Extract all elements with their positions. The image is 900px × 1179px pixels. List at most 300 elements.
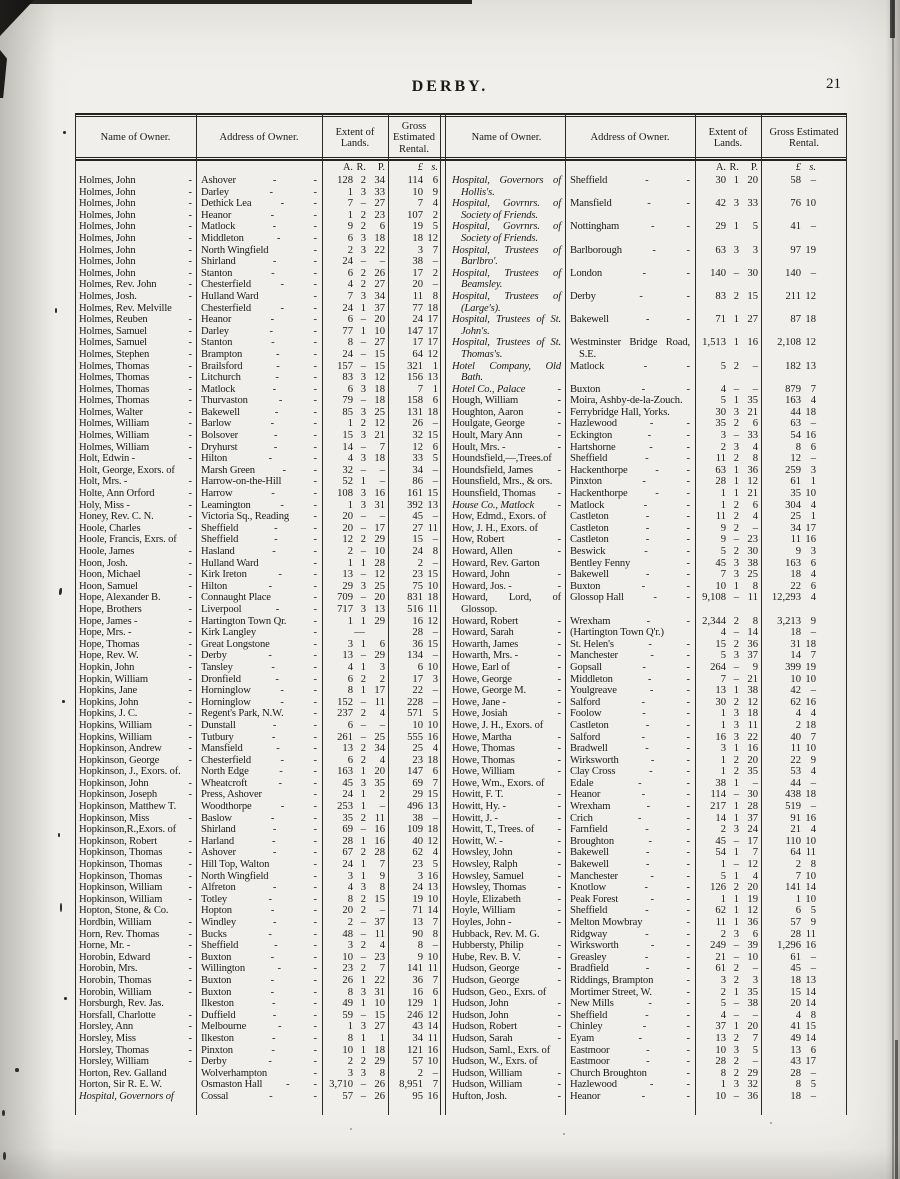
- owner-name-cell: [75, 952, 196, 964]
- leader-dash: -: [188, 928, 192, 940]
- gross-rental-cell: [761, 650, 847, 662]
- unit-perches: P.: [377, 162, 385, 173]
- extent-acres: 71: [715, 314, 726, 326]
- owner-address-cell: [196, 279, 322, 291]
- owner-address-cell: [565, 639, 695, 651]
- leader-dash: -: [313, 464, 317, 476]
- owner-address: Youlgreave: [570, 685, 617, 697]
- owner-name-cell: [448, 639, 565, 651]
- extent-of-lands-cell: [322, 511, 388, 523]
- owner-name: Hospital, Governors of Hollis's.: [452, 175, 561, 198]
- gross-rental-cell: [761, 569, 847, 581]
- leader-dash: -: [188, 882, 192, 894]
- rental-shillings: 8: [432, 290, 438, 302]
- rental-pounds: 18: [790, 1090, 801, 1102]
- extent-perches: 20: [374, 766, 385, 778]
- rental-shillings: 17: [805, 1056, 816, 1068]
- leader-dash: -: [188, 592, 192, 604]
- rental-pounds: 17: [412, 673, 423, 685]
- extent-roods: –: [360, 1009, 366, 1021]
- extent-perches: 18: [747, 708, 758, 720]
- gross-rental-cell: [761, 511, 847, 523]
- owner-address-cell: [565, 627, 695, 639]
- rental-pounds: 516: [407, 603, 423, 615]
- gross-rental-cell: [388, 662, 440, 674]
- extent-perches: 11: [374, 812, 385, 824]
- owner-name-cell: [448, 1079, 565, 1091]
- leader-dash: -: [188, 314, 192, 326]
- extent-acres: 24: [342, 789, 353, 801]
- rental-shillings: 4: [810, 824, 816, 836]
- leader-dash: -: [278, 395, 283, 407]
- extent-of-lands-cell: [695, 291, 761, 314]
- leader-dash: -: [188, 615, 192, 627]
- owner-name-cell: [75, 233, 196, 245]
- leader-dash: -: [313, 905, 317, 917]
- owner-address-cell: [196, 418, 322, 430]
- extent-acres: 59: [342, 1009, 353, 1021]
- extent-perches: 20: [747, 1021, 758, 1033]
- extent-acres: 30: [715, 175, 726, 186]
- owner-address: Dronfield: [201, 673, 241, 685]
- extent-perches: 26: [374, 1079, 385, 1091]
- leader-dash: -: [188, 685, 192, 697]
- owner-name: How, Robert: [452, 534, 505, 546]
- table-row: [448, 894, 847, 906]
- owner-address-cell: [196, 905, 322, 917]
- leader-dash: -: [280, 685, 284, 697]
- table-row: [75, 361, 440, 373]
- leader-dash: -: [188, 974, 192, 986]
- extent-perches: 18: [374, 383, 385, 395]
- extent-acres: 10: [342, 951, 353, 963]
- rental-pounds: 4: [795, 1009, 801, 1021]
- owner-name-cell: [75, 268, 196, 280]
- owner-name: Howarth, James: [452, 638, 519, 650]
- owner-name: Howsley, John: [452, 847, 513, 859]
- owner-name-cell: [75, 720, 196, 732]
- extent-perches: –: [379, 464, 385, 476]
- owner-name: Howe, George: [452, 673, 512, 685]
- leader-dash: -: [641, 580, 646, 592]
- table-row: [448, 824, 847, 836]
- owner-name: Hopkinson, Robert: [79, 835, 158, 847]
- owner-name: Hope, Brothers: [79, 603, 142, 615]
- extent-of-lands-cell: [322, 1045, 388, 1057]
- owner-address-cell: [196, 291, 322, 303]
- owner-name-cell: [75, 349, 196, 361]
- table-row: [75, 905, 440, 917]
- rental-shillings: 10: [427, 951, 438, 963]
- owner-address: Wirksworth: [570, 940, 619, 952]
- leader-dash: -: [646, 801, 651, 813]
- owner-name-cell: [448, 534, 565, 546]
- table-row: [448, 534, 847, 546]
- leader-dash: -: [686, 673, 690, 685]
- owner-address-cell: [196, 836, 322, 848]
- owner-address: Melbourne: [201, 1021, 247, 1033]
- extent-roods: –: [360, 441, 366, 453]
- rental-pounds: 161: [407, 488, 423, 500]
- extent-roods: –: [360, 569, 366, 581]
- extent-acres: 20: [342, 905, 353, 917]
- table-row: [75, 871, 440, 883]
- extent-of-lands-cell: [322, 650, 388, 662]
- owner-address: Harland: [201, 835, 235, 847]
- extent-acres: 163: [337, 766, 353, 778]
- table-row: [75, 1045, 440, 1057]
- leader-dash: -: [686, 198, 690, 210]
- extent-of-lands-cell: [695, 975, 761, 987]
- rental-shillings: 14: [427, 1021, 438, 1033]
- extent-acres: 108: [337, 488, 353, 500]
- leader-dash: -: [276, 348, 280, 360]
- leader-dash: -: [557, 534, 561, 546]
- owner-address-cell: [196, 465, 322, 477]
- extent-perches: –: [379, 905, 385, 917]
- table-row: [75, 929, 440, 941]
- rental-shillings: 10: [805, 835, 816, 847]
- owner-name: Howard, Lord, of Glossop.: [452, 592, 561, 615]
- scan-speck: [58, 833, 60, 837]
- leader-dash: -: [270, 418, 275, 430]
- table-row: [75, 500, 440, 512]
- extent-perches: 22: [747, 731, 758, 743]
- leader-dash: -: [649, 418, 654, 430]
- rental-shillings: 7: [810, 650, 816, 662]
- extent-roods: –: [360, 360, 366, 372]
- extent-of-lands-cell: [695, 917, 761, 929]
- owner-name: Hopkins, Jane: [79, 685, 138, 697]
- rental-pounds: 18: [790, 569, 801, 581]
- owner-name-cell: [75, 430, 196, 442]
- gross-rental-cell: [388, 500, 440, 512]
- rental-shillings: 18: [427, 592, 438, 604]
- owner-name: Horobin, Thomas: [79, 974, 152, 986]
- gross-rental-cell: [761, 523, 847, 535]
- leader-dash: -: [649, 1079, 654, 1091]
- leader-dash: -: [282, 464, 286, 476]
- owner-name: Howsley, Thomas: [452, 882, 526, 894]
- rental-pounds: 7: [417, 198, 423, 210]
- owner-address: Broughton: [570, 835, 614, 847]
- owner-name: Hoult, Mrs. -: [452, 441, 506, 453]
- scan-artifact-right-line: [892, 0, 894, 1179]
- leader-dash: -: [652, 244, 656, 256]
- extent-roods: 3: [733, 731, 739, 743]
- extent-acres: 128: [337, 175, 353, 186]
- owner-address: Duffield: [201, 1009, 236, 1021]
- owner-address: Clay Cross: [570, 766, 616, 778]
- extent-roods: –: [733, 1009, 739, 1021]
- owner-address-cell: [565, 778, 695, 790]
- owner-name: Horobin, William: [79, 986, 152, 998]
- leader-dash: -: [188, 406, 192, 418]
- leader-dash: -: [272, 882, 277, 894]
- rental-shillings: –: [432, 557, 438, 569]
- owner-address: Middleton: [570, 673, 613, 685]
- table-row: [75, 569, 440, 581]
- rental-shillings: 9: [810, 615, 816, 627]
- leader-dash: -: [686, 801, 690, 813]
- owner-name-cell: [75, 940, 196, 952]
- leader-dash: -: [274, 940, 278, 952]
- leader-dash: -: [686, 812, 690, 824]
- owner-address: Osmaston Hall: [201, 1079, 263, 1091]
- rental-pounds: 9: [795, 546, 801, 557]
- rental-shillings: 12: [805, 290, 816, 302]
- extent-acres: 217: [710, 801, 726, 813]
- table-row: [448, 314, 847, 337]
- rental-pounds: 42: [790, 685, 801, 697]
- table-row: [75, 639, 440, 651]
- extent-perches: 6: [752, 418, 758, 430]
- extent-roods: 1: [733, 893, 739, 905]
- owner-address-cell: [196, 361, 322, 373]
- owner-name-cell: [75, 998, 196, 1010]
- extent-of-lands-cell: [322, 187, 388, 199]
- extent-acres: 237: [337, 708, 353, 720]
- extent-perches: 8: [752, 615, 758, 627]
- extent-perches: 20: [374, 592, 385, 604]
- gross-rental-cell: [388, 488, 440, 500]
- rental-shillings: 6: [810, 557, 816, 569]
- extent-of-lands-cell: [695, 430, 761, 442]
- rental-shillings: 8: [810, 859, 816, 871]
- extent-roods: –: [360, 1090, 366, 1102]
- extent-roods: 1: [360, 661, 366, 673]
- rental-shillings: –: [810, 453, 816, 465]
- leader-dash: -: [188, 870, 192, 882]
- rental-shillings: 7: [432, 1079, 438, 1091]
- owner-address-cell: [565, 859, 695, 871]
- extent-acres: 1: [720, 488, 726, 500]
- extent-roods: –: [733, 673, 739, 685]
- owner-address-cell: [565, 476, 695, 488]
- leader-dash: -: [645, 569, 650, 581]
- extent-of-lands-cell: [322, 581, 388, 593]
- owner-name-cell: [448, 801, 565, 813]
- rental-pounds: 22: [412, 685, 423, 697]
- gross-rental-cell: [388, 813, 440, 825]
- leader-dash: -: [271, 337, 275, 349]
- leader-dash: -: [188, 638, 192, 650]
- leader-dash: -: [313, 360, 317, 372]
- gross-rental-cell: [388, 859, 440, 871]
- owner-name: Horsley, Thomas: [79, 1044, 149, 1056]
- rental-shillings: 11: [427, 963, 438, 975]
- owner-name: Hoole, Francis, Exrs. of: [79, 534, 177, 546]
- owner-address: Sheffield: [201, 534, 239, 546]
- table-row: [75, 963, 440, 975]
- table-row: [448, 650, 847, 662]
- table-row: [75, 952, 440, 964]
- extent-perches: 11: [374, 696, 385, 708]
- leader-dash: -: [313, 986, 317, 998]
- extent-acres: 3: [347, 940, 353, 952]
- owner-name-cell: [75, 187, 196, 199]
- scan-artifact-corner: [0, 0, 34, 36]
- owner-name: Hotel Co., Palace: [452, 383, 526, 395]
- rental-pounds: 23: [412, 569, 423, 581]
- gross-rental-cell: [388, 465, 440, 477]
- rental-pounds: 24: [412, 882, 423, 894]
- table-row: [448, 859, 847, 871]
- gross-rental-cell: [761, 882, 847, 894]
- owner-name: Holmes, Josh.: [79, 290, 137, 302]
- gross-rental-cell: [761, 743, 847, 755]
- leader-dash: -: [686, 383, 690, 395]
- gross-rental-cell: [761, 766, 847, 778]
- land-owners-table: [75, 113, 847, 1123]
- leader-dash: -: [686, 175, 690, 186]
- extent-acres: 7: [720, 569, 726, 581]
- extent-roods: –: [733, 534, 739, 546]
- extent-perches: –: [752, 777, 758, 789]
- extent-perches: 34: [374, 290, 385, 302]
- table-row: [448, 639, 847, 651]
- owner-address: Pinxton: [201, 1044, 233, 1056]
- leader-dash: -: [686, 360, 690, 372]
- owner-name-cell: [75, 372, 196, 384]
- table-row: [75, 221, 440, 233]
- owner-address-cell: [196, 639, 322, 651]
- owner-name: House Co., Matlock: [452, 499, 535, 511]
- extent-perches: 11: [747, 592, 758, 604]
- extent-perches: 25: [374, 731, 385, 743]
- owner-address: Marsh Green: [201, 464, 255, 476]
- owner-address: Bakewell: [570, 569, 609, 581]
- extent-acres: 4: [720, 383, 726, 395]
- table-row: [75, 1068, 440, 1080]
- owner-name-cell: [448, 963, 565, 975]
- owner-address-cell: [565, 395, 695, 407]
- rental-shillings: –: [432, 418, 438, 430]
- owner-address-cell: [196, 998, 322, 1010]
- owner-name: Howe, Wm., Exors. of: [452, 777, 545, 789]
- extent-of-lands-cell: [695, 581, 761, 593]
- extent-of-lands-cell: [322, 871, 388, 883]
- extent-perches: [366, 627, 385, 639]
- leader-dash: -: [686, 1009, 690, 1021]
- gross-rental-cell: [388, 349, 440, 361]
- rental-pounds: 158: [407, 395, 423, 407]
- extent-of-lands-cell: [695, 1091, 761, 1103]
- extent-acres: 28: [342, 835, 353, 847]
- owner-address-cell: [565, 523, 695, 535]
- gross-rental-cell: [761, 268, 847, 291]
- table-row: [448, 384, 847, 396]
- leader-dash: -: [313, 673, 317, 685]
- owner-address-cell: [565, 929, 695, 941]
- table-row: [75, 337, 440, 349]
- extent-roods: 1: [360, 766, 366, 778]
- extent-perches: 34: [374, 743, 385, 755]
- rental-pounds: 10: [790, 673, 801, 685]
- extent-of-lands-cell: [695, 1056, 761, 1068]
- leader-dash: -: [188, 186, 192, 198]
- leader-dash: -: [642, 476, 646, 488]
- table-body-left: [75, 175, 440, 1103]
- extent-perches: 26: [374, 1090, 385, 1102]
- rental-pounds: 24: [412, 546, 423, 557]
- leader-dash: -: [557, 441, 561, 453]
- extent-roods: –: [360, 546, 366, 557]
- leader-dash: -: [557, 963, 561, 975]
- owner-name-cell: [448, 198, 565, 221]
- extent-roods: 2: [733, 696, 739, 708]
- owner-name: Hopkinson, Andrew: [79, 743, 162, 755]
- owner-name-cell: [75, 245, 196, 257]
- extent-perches: 20: [747, 882, 758, 894]
- extent-acres: 57: [342, 1090, 353, 1102]
- leader-dash: -: [645, 719, 650, 731]
- rental-pounds: 1,296: [777, 940, 801, 952]
- table-row: [75, 917, 440, 929]
- table-row: [448, 546, 847, 558]
- owner-address: Bakewell: [570, 859, 609, 871]
- rental-shillings: 13: [427, 882, 438, 894]
- owner-address-cell: [196, 847, 322, 859]
- rental-pounds: 16: [412, 986, 423, 998]
- rental-pounds: 62: [790, 696, 801, 708]
- leader-dash: -: [188, 627, 192, 639]
- extent-of-lands-cell: [322, 813, 388, 825]
- extent-of-lands-cell: [695, 407, 761, 419]
- leader-dash: -: [313, 534, 317, 546]
- gross-rental-cell: [761, 430, 847, 442]
- leader-dash: -: [188, 209, 192, 221]
- extent-perches: –: [752, 522, 758, 534]
- owner-name-cell: [75, 221, 196, 233]
- owner-address-cell: [565, 500, 695, 512]
- table-row: [75, 523, 440, 535]
- extent-of-lands-cell: [695, 871, 761, 883]
- extent-perches: 2: [379, 789, 385, 801]
- extent-roods: –: [360, 696, 366, 708]
- extent-perches: 10: [374, 546, 385, 557]
- gross-rental-cell: [388, 256, 440, 268]
- owner-address: Wrexham: [570, 801, 611, 813]
- leader-dash: -: [280, 499, 284, 511]
- extent-perches: 36: [747, 464, 758, 476]
- rental-pounds: 40: [412, 835, 423, 847]
- extent-roods: –: [733, 940, 739, 952]
- column-header-name: Name of Owner.: [100, 132, 171, 144]
- extent-perches: 37: [374, 302, 385, 314]
- extent-of-lands-cell: [322, 836, 388, 848]
- rental-pounds: 399: [785, 661, 801, 673]
- extent-acres: 37: [715, 1021, 726, 1033]
- gross-rental-cell: [388, 291, 440, 303]
- extent-acres: 6: [347, 383, 353, 395]
- leader-dash: -: [313, 731, 317, 743]
- owner-address-cell: [565, 1010, 695, 1022]
- table-row: [75, 836, 440, 848]
- leader-dash: -: [557, 731, 561, 743]
- extent-acres: 1,513: [702, 337, 726, 349]
- extent-perches: 31: [374, 499, 385, 511]
- owner-name-cell: [448, 847, 565, 859]
- extent-acres: 13: [342, 569, 353, 581]
- extent-roods: 1: [360, 870, 366, 882]
- leader-dash: -: [313, 812, 317, 824]
- extent-acres: 253: [337, 801, 353, 813]
- leader-dash: -: [272, 256, 277, 268]
- leader-dash: -: [270, 314, 275, 326]
- rental-shillings: 7: [432, 244, 438, 256]
- leader-dash: -: [686, 696, 690, 708]
